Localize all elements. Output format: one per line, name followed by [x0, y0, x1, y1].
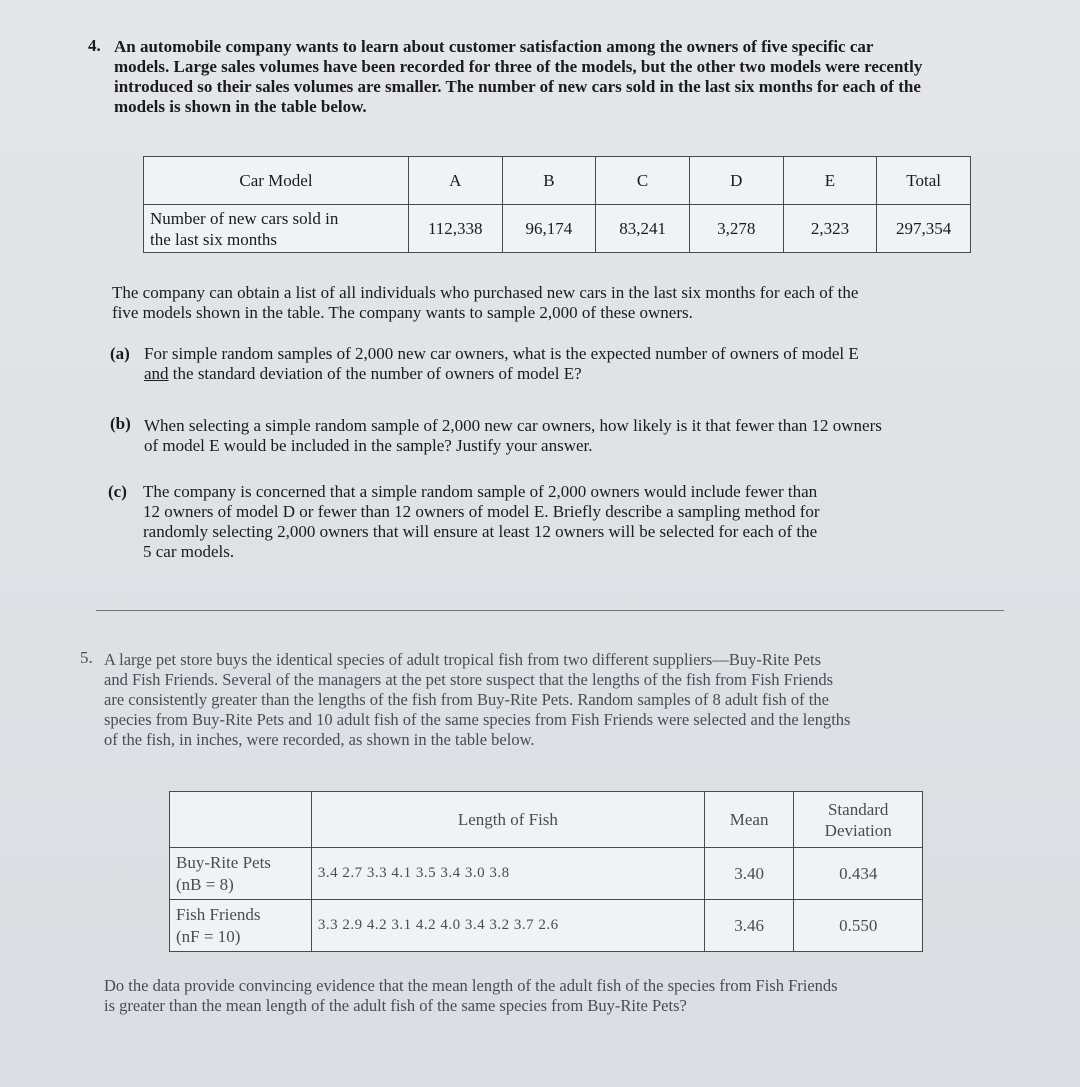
header-model-b: B — [502, 157, 596, 205]
context-line: The company can obtain a list of all individuals who purchased new cars in the last six months for each of the — [112, 283, 859, 302]
header-sd-line: Standard — [827, 799, 889, 819]
header-length-of-fish: Length of Fish — [311, 792, 704, 848]
header-model-a: A — [408, 157, 502, 205]
table-header-row — [144, 157, 971, 205]
fish-length-table — [169, 791, 923, 952]
question-4-context — [112, 283, 858, 323]
part-line: The company is concerned that a simple random sample of 2,000 owners would include fewer than — [143, 482, 818, 501]
intro-line: and Fish Friends. Several of the managers at the pet store suspect that the lengths of the fish from Fish Friends — [104, 670, 834, 689]
part-line: randomly selecting 2,000 owners that will ensure at least 12 owners will be selected for each of the — [143, 522, 818, 541]
header-sd-line: Deviation — [824, 820, 892, 840]
car-sales-table — [143, 156, 971, 253]
intro-line: A large pet store buys the identical species of adult tropical fish from two different suppliers—Buy-Rite Pets — [104, 650, 821, 669]
part-line: of model E would be included in the sample? Justify your answer. — [144, 436, 593, 455]
question-4-intro — [114, 37, 922, 117]
question-5-prompt — [104, 976, 838, 1016]
part-line — [144, 364, 859, 384]
intro-line: of the fish, in inches, were recorded, as shown in the table below. — [104, 730, 535, 749]
lengths-fish-friends: 3.3 2.9 4.2 3.1 4.2 4.0 3.4 3.2 3.7 2.6 — [311, 900, 704, 952]
part-line: For simple random samples of 2,000 new car owners, what is the expected number of owners of model E — [144, 344, 859, 363]
part-a-text — [144, 344, 859, 384]
supplier-name: Fish Friends — [176, 904, 261, 924]
intro-line: introduced so their sales volumes are smaller. The number of new cars sold in the last six months for each of the — [114, 77, 921, 96]
mean-fish-friends: 3.46 — [704, 900, 794, 952]
part-line-rest: the standard deviation of the number of owners of model E? — [168, 364, 582, 383]
sd-fish-friends: 0.550 — [794, 900, 923, 952]
sample-size: (nB = 8) — [176, 874, 234, 894]
value-model-e: 2,323 — [783, 205, 877, 253]
row-label — [144, 205, 409, 253]
question-5-intro — [104, 650, 850, 750]
value-model-c: 83,241 — [596, 205, 690, 253]
header-total: Total — [877, 157, 971, 205]
header-standard-deviation — [794, 792, 923, 848]
part-c-text — [143, 482, 820, 562]
question-4-number: 4. — [88, 36, 101, 55]
part-b-text — [144, 416, 882, 456]
mean-buy-rite: 3.40 — [704, 848, 794, 900]
part-line: When selecting a simple random sample of 2,000 new car owners, how likely is it that fewer than 12 owners — [144, 416, 882, 435]
section-divider — [96, 610, 1004, 611]
header-mean: Mean — [704, 792, 794, 848]
lengths-buy-rite: 3.4 2.7 3.3 4.1 3.5 3.4 3.0 3.8 — [311, 848, 704, 900]
intro-line: models is shown in the table below. — [114, 97, 367, 116]
sd-buy-rite: 0.434 — [794, 848, 923, 900]
intro-line: models. Large sales volumes have been recorded for three of the models, but the other two models were recently — [114, 57, 923, 76]
table-header-row — [170, 792, 923, 848]
question-5-number: 5. — [80, 648, 93, 667]
intro-line: species from Buy-Rite Pets and 10 adult fish of the same species from Fish Friends were selected and the lengths — [104, 710, 851, 729]
intro-line: An automobile company wants to learn about customer satisfaction among the owners of five specific car — [114, 37, 874, 56]
header-car-model: Car Model — [144, 157, 409, 205]
table-row — [170, 900, 923, 952]
supplier-name: Buy-Rite Pets — [176, 852, 271, 872]
part-b-label: (b) — [110, 414, 131, 433]
value-model-d: 3,278 — [689, 205, 783, 253]
row-label-line: the last six months — [150, 229, 278, 249]
header-model-d: D — [689, 157, 783, 205]
part-line: 12 owners of model D or fewer than 12 owners of model E. Briefly describe a sampling method for — [143, 502, 820, 521]
table-row — [170, 848, 923, 900]
value-model-a: 112,338 — [408, 205, 502, 253]
table-row — [144, 205, 971, 253]
intro-line: are consistently greater than the lengths of the fish from Buy-Rite Pets. Random samples of 8 adult fish of the — [104, 690, 829, 709]
part-line: 5 car models. — [143, 542, 235, 561]
value-total: 297,354 — [877, 205, 971, 253]
row-label-line: Number of new cars sold in — [150, 208, 339, 228]
prompt-line: is greater than the mean length of the adult fish of the same species from Buy-Rite Pets? — [104, 996, 687, 1015]
context-line: five models shown in the table. The company wants to sample 2,000 of these owners. — [112, 303, 693, 322]
header-empty — [170, 792, 312, 848]
prompt-line: Do the data provide convincing evidence that the mean length of the adult fish of the species from Fish Friends — [104, 976, 838, 995]
supplier-fish-friends — [170, 900, 312, 952]
supplier-buy-rite — [170, 848, 312, 900]
header-model-e: E — [783, 157, 877, 205]
sample-size: (nF = 10) — [176, 926, 241, 946]
part-a-label: (a) — [110, 344, 130, 363]
underlined-and: and — [144, 364, 169, 383]
header-model-c: C — [596, 157, 690, 205]
part-c-label: (c) — [108, 482, 127, 501]
value-model-b: 96,174 — [502, 205, 596, 253]
